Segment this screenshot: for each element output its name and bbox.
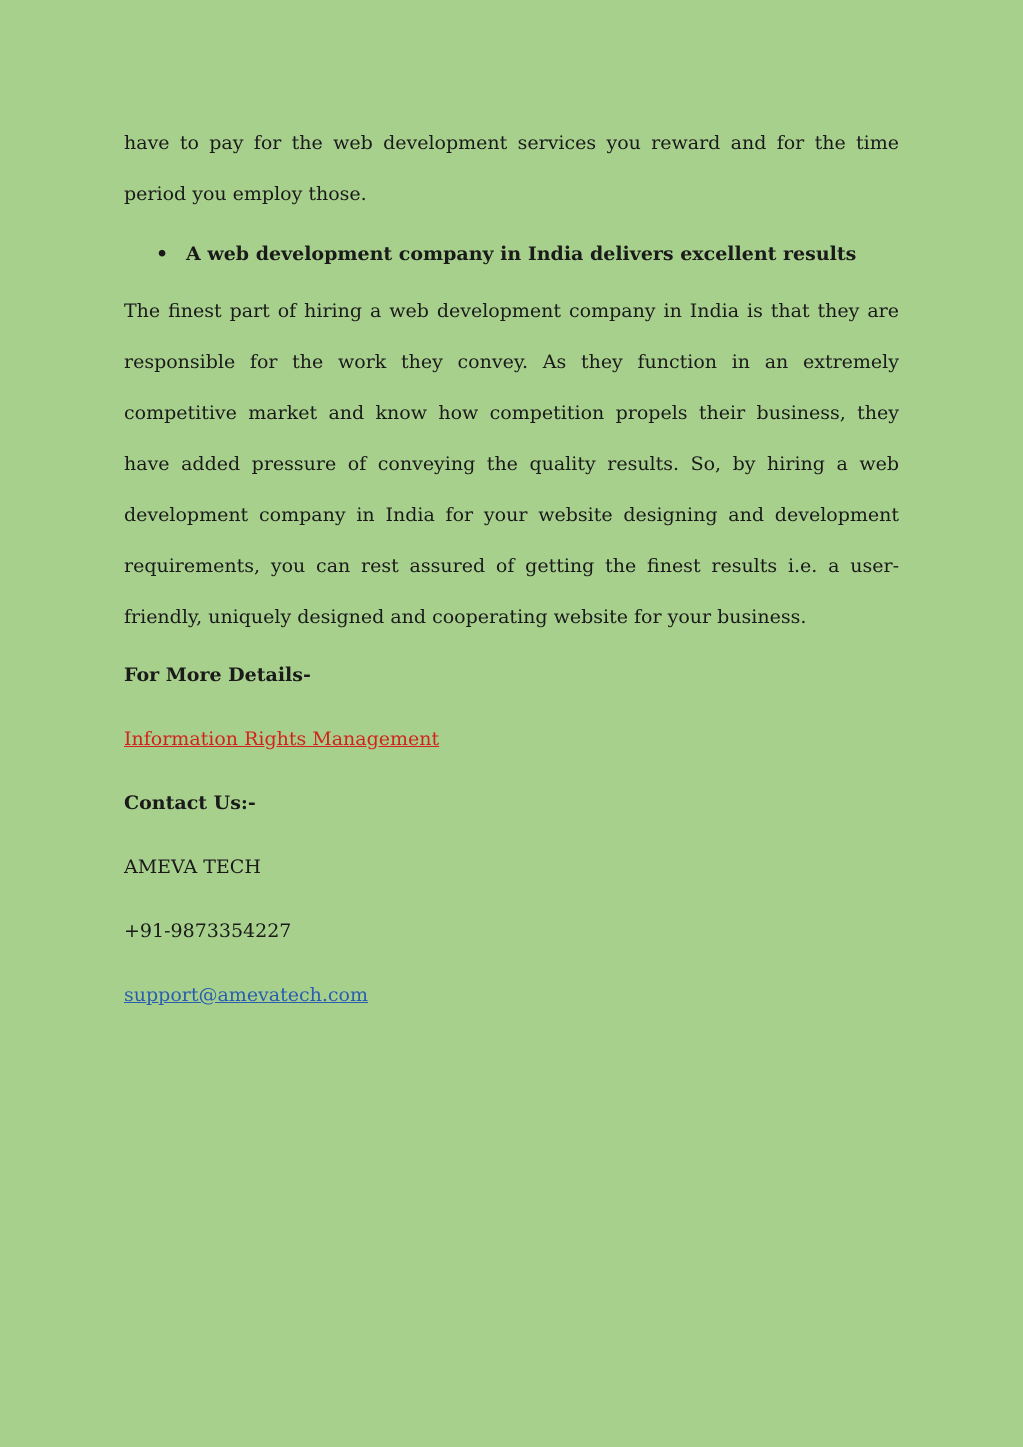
bullet-heading: A web development company in India delivers excellent results <box>186 243 857 265</box>
email-link[interactable]: support@amevatech.com <box>124 984 369 1006</box>
company-name: AMEVA TECH <box>124 856 261 878</box>
intro-paragraph: have to pay for the web development services you reward and for the time period you employ those. <box>124 132 899 205</box>
details-heading: For More Details- <box>124 664 311 686</box>
body-paragraph: The finest part of hiring a web development company in India is that they are responsible for the work they convey. As they function in an extremely competitive market and know how competition propels their business, they have added pressure of conveying the quality results. So, by hiring a web development company in India for your website designing and development requirements, you can rest assured of getting the finest results i.e. a user-friendly, uniquely designed and cooperating website for your business. <box>124 300 899 628</box>
information-rights-link[interactable]: Information Rights Management <box>124 728 440 750</box>
contact-heading: Contact Us:- <box>124 792 256 814</box>
bullet-item <box>124 235 899 273</box>
document-page <box>124 118 899 1014</box>
bullet-icon: • <box>156 243 169 265</box>
phone-number: +91-9873354227 <box>124 920 292 942</box>
